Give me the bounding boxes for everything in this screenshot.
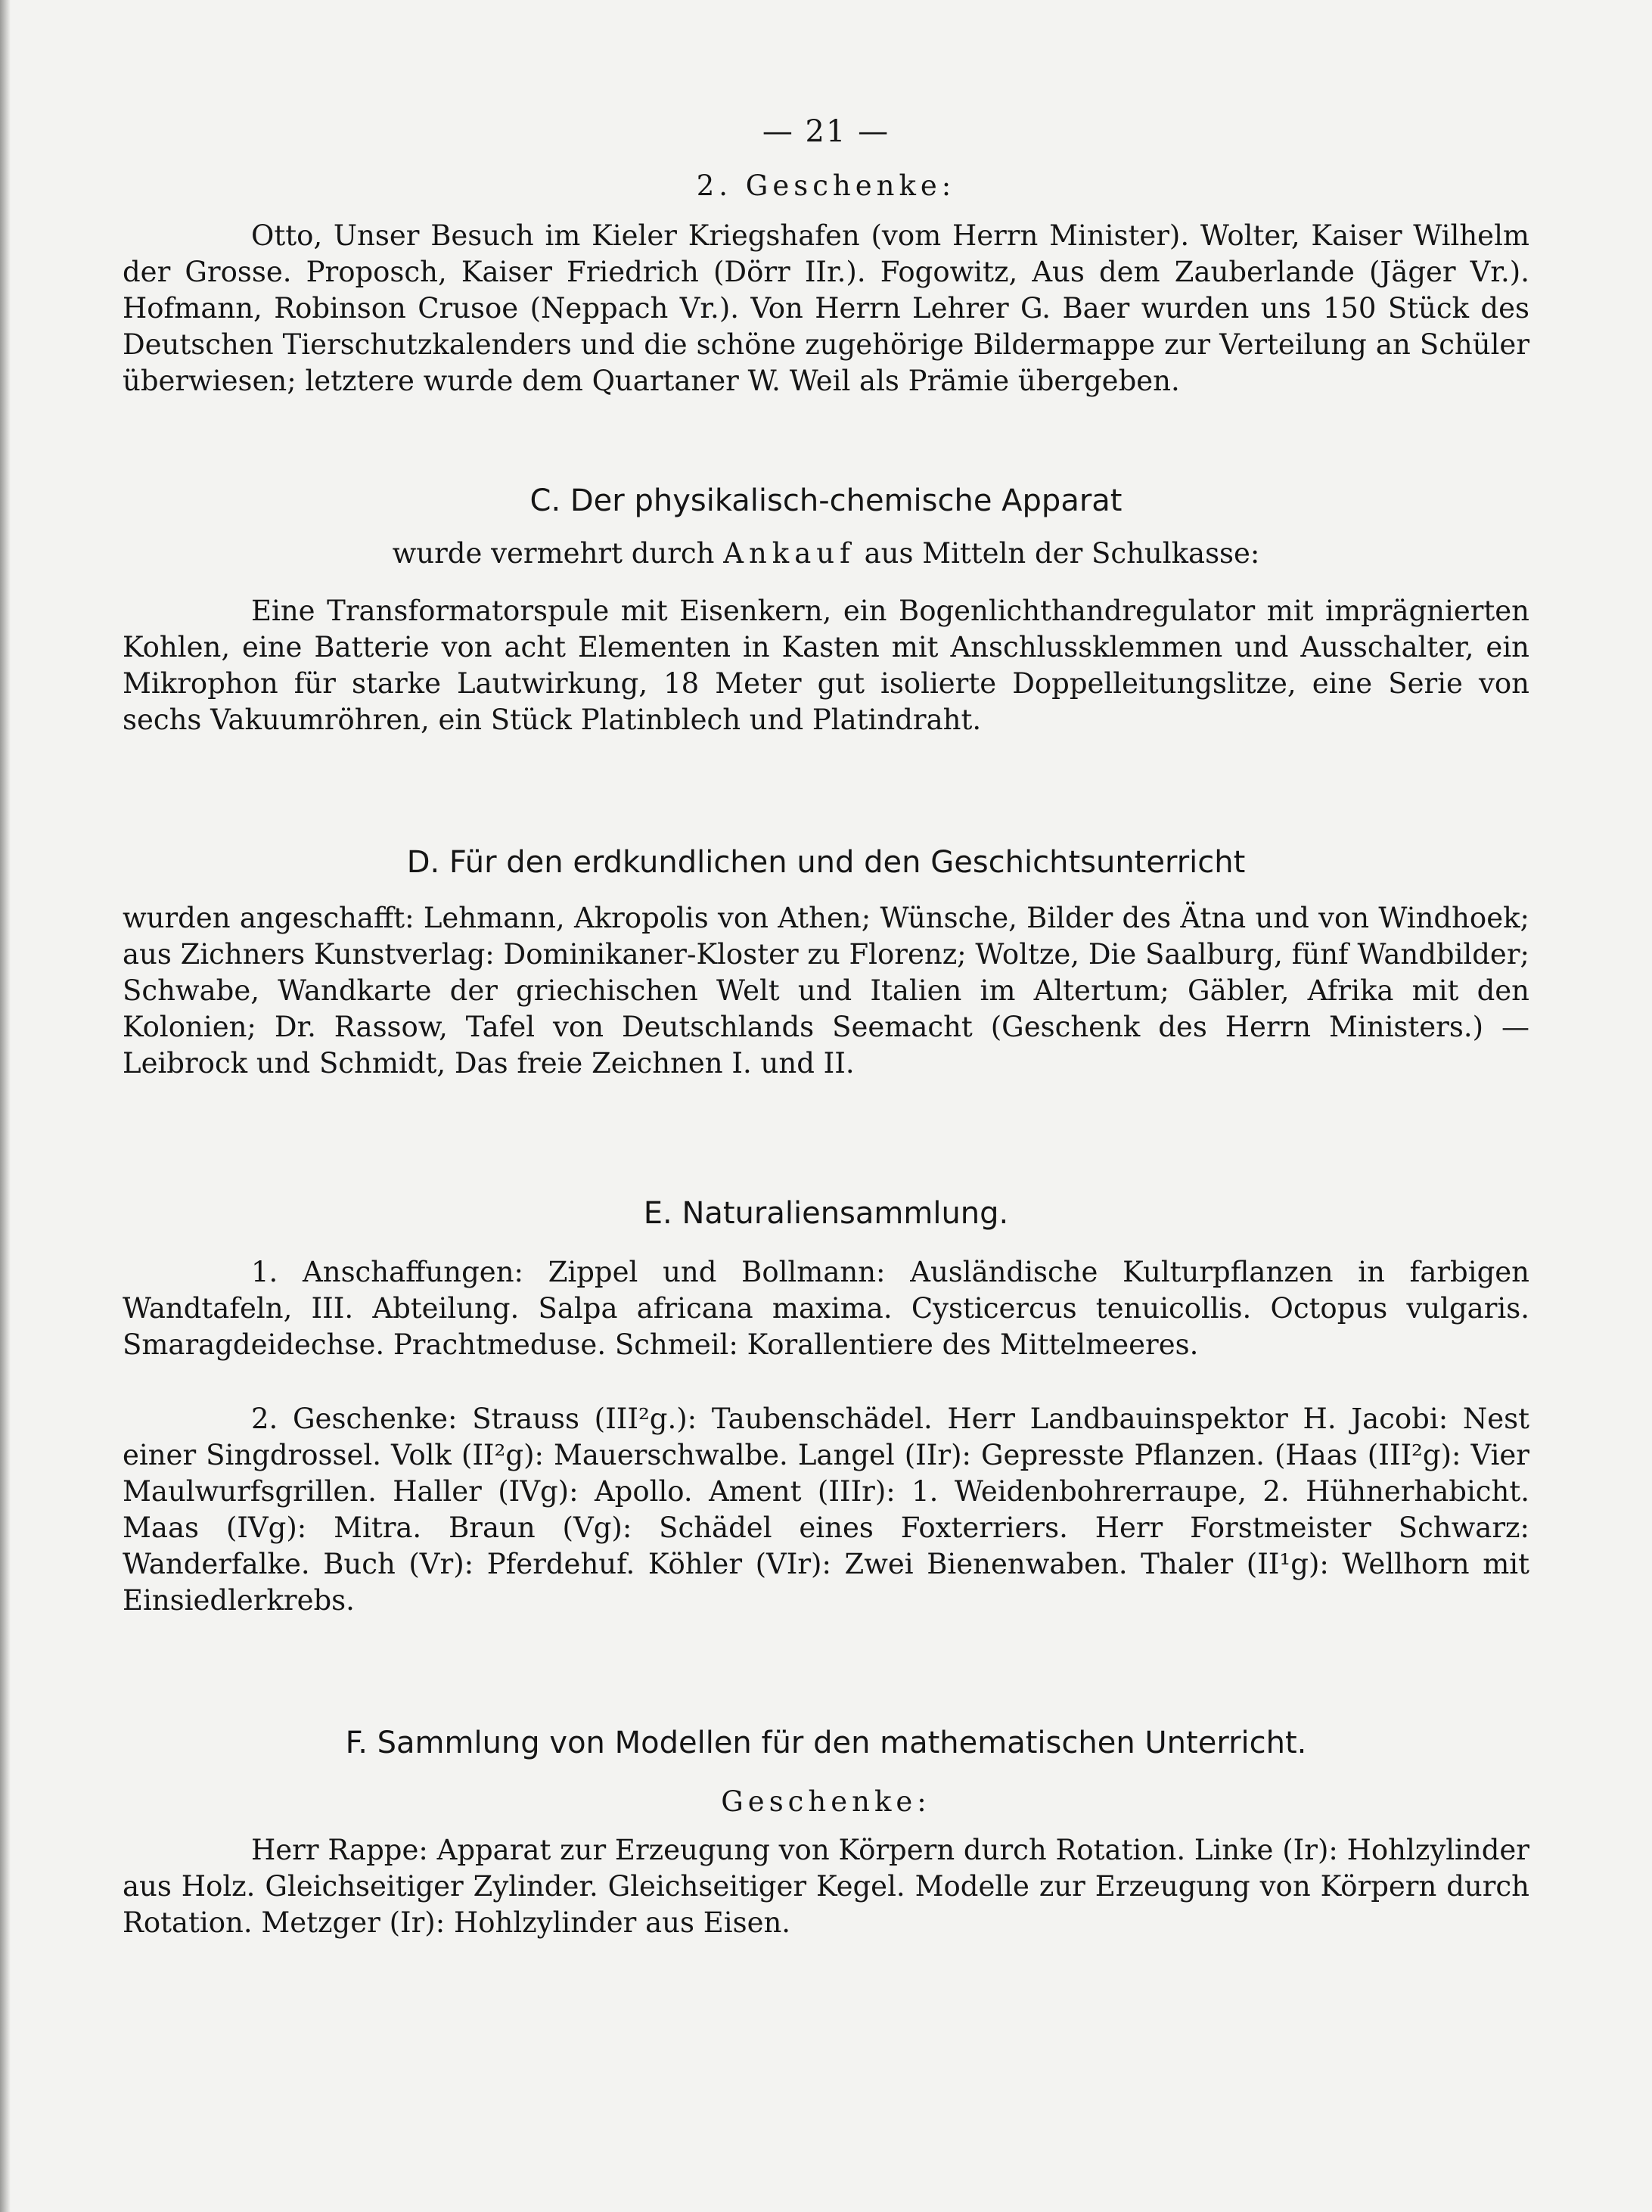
physics-lead — [123, 536, 1529, 572]
math-heading: F. Sammlung von Modellen für den mathematischen Unterricht. — [345, 1726, 1307, 1760]
math-paragraph: Herr Rappe: Apparat zur Erzeugung von Körpern durch Rotation. Linke (Ir): Hohlzylinder aus Holz. Gleichseitiger Zylinder. Gleichseitiger Kegel. Modelle zur Erzeugung von Körpern durch Rotation. Metzger (Ir): Hohlzylinder aus Eisen. — [123, 1834, 1529, 1939]
document-page — [123, 113, 1529, 1941]
section-gifts-library — [123, 168, 1529, 399]
physics-heading: C. Der physikalisch-chemische Apparat — [529, 483, 1123, 518]
section-natural-collection — [123, 1195, 1529, 1619]
math-subheading: Geschenke: — [721, 1785, 931, 1818]
natural-purchases-paragraph: 1. Anschaffungen: Zippel und Bollmann: Ausländische Kulturpflanzen in farbigen Wandtafeln, III. Abteilung. Salpa africana maxima. Cysticercus tenuicollis. Octopus vulgaris. Smaragdeidechse. Prachtmeduse. Schmeil: Korallentiere des Mittelmeeres. — [123, 1256, 1529, 1361]
natural-gifts-paragraph: 2. Geschenke: Strauss (III²g.): Taubenschädel. Herr Landbauinspektor H. Jacobi: Nest einer Singdrossel. Volk (II²g): Mauerschwalbe. Langel (IIr): Gepresste Pflanzen. (Haas (III²g): Vier Maulwurfsgrillen. Haller (IVg): Apollo. Ament (IIIr): 1. Weidenbohrerraupe, 2. Hühnerhabicht. Maas (IVg): Mitra. Braun (Vg): Schädel eines Foxterriers. Herr Forstmeister Schwarz: Wanderfalke. Buch (Vr): Pferdehuf. Köhler (VIr): Zwei Bienenwaben. Thaler (II¹g): Wellhorn mit Einsiedlerkrebs. — [123, 1403, 1529, 1617]
section-geography-history — [123, 844, 1529, 1082]
physics-lead-post: aus Mitteln der Schulkasse: — [864, 537, 1260, 570]
section-math-models — [123, 1725, 1529, 1941]
natural-heading: E. Naturaliensammlung. — [643, 1196, 1009, 1231]
scan-edge-shadow — [0, 0, 11, 2212]
page-number: — 21 — — [762, 114, 890, 149]
geography-heading: D. Für den erdkundlichen und den Geschichtsunterricht — [406, 845, 1246, 880]
physics-lead-pre: wurde vermehrt durch — [392, 537, 715, 570]
gifts-paragraph: Otto, Unser Besuch im Kieler Kriegshafen (vom Herrn Minister). Wolter, Kaiser Wilhelm der Grosse. Proposch, Kaiser Friedrich (Dörr IIr.). Fogowitz, Aus dem Zauberlande (Jäger Vr.). Hofmann, Robinson Crusoe (Neppach Vr.). Von Herrn Lehrer G. Baer wurden uns 150 Stück des Deutschen Tierschutzkalenders und die schöne zugehörige Bildermappe zur Verteilung an Schüler überwiesen; letztere wurde dem Quartaner W. Weil als Prämie übergeben. — [123, 219, 1529, 397]
gifts-subheading: 2. Geschenke: — [696, 169, 956, 202]
physics-paragraph: Eine Transformatorspule mit Eisenkern, ein Bogenlichthandregulator mit imprägnierten Kohlen, eine Batterie von acht Elementen in Kasten mit Anschlussklemmen und Ausschalter, ein Mikrophon für starke Lautwirkung, 18 Meter gut isolierte Doppelleitungslitze, eine Serie von sechs Vakuumröhren, ein Stück Platinblech und Platindraht. — [123, 595, 1529, 736]
geography-paragraph: wurden angeschafft: Lehmann, Akropolis von Athen; Wünsche, Bilder des Ätna und von Windhoek; aus Zichners Kunstverlag: Dominikaner-Kloster zu Florenz; Woltze, Die Saalburg, fünf Wandbilder; Schwabe, Wandkarte der griechischen Welt und Italien im Altertum; Gäbler, Afrika mit den Kolonien; Dr. Rassow, Tafel von Deutschlands Seemacht (Geschenk des Herrn Ministers.) — Leibrock und Schmidt, Das freie Zeichnen I. und II. — [123, 902, 1529, 1080]
section-physics-chemistry — [123, 483, 1529, 738]
physics-lead-spaced: Ankauf — [723, 537, 856, 570]
